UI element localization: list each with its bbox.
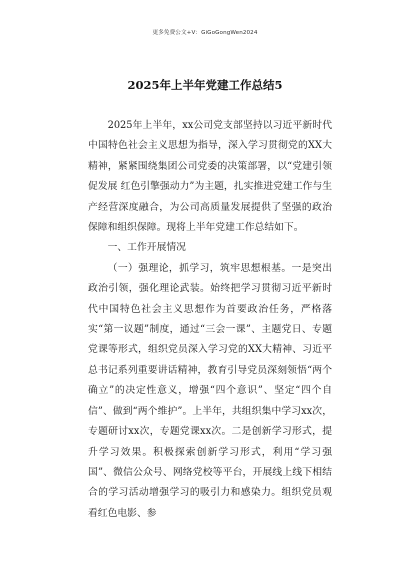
document-title: 2025年上半年党建工作总结5 — [127, 78, 283, 92]
intro-paragraph: 2025年上半年，xx公司党支部坚持以习近平新时代中国特色社会主义思想为指导，深入学习贯彻党的XX大精神，紧紧围绕集团公司党委的决策部署，以“党建引领促发展 红色引擎强动力”为主题，扎实推进党建工作与生产经营深度融合，为公司高质量发展提供了坚强的政治保障和组织保障。现将上半年党建工作总结如下。 — [88, 120, 332, 234]
body-paragraph: （一）强理论，抓学习，筑牢思想根基。一是突出政治引领，强化理论武装。始终把学习贯彻习近平新时代中国特色社会主义思想作为首要政治任务，严格落实“第一议题”制度，通过“三会一课”、主题党日、专题党课等形式，组织党员深入学习党的XX大精神、习近平总书记系列重要讲话精神，教育引导党员深刻领悟“两个确立”的决定性意义，增强“四个意识”、坚定“四个自信”、做到“两个维护”。上半年，共组织集中学习xx次，专题研讨xx次，专题党课xx次。二是创新学习形式，提升学习效果。积极探索创新学习形式，利用“学习强国”、微信公众号、网络党校等平台，开展线上线下相结合的学习活动增强学习的吸引力和感染力。组织党员观看红色电影、参 — [88, 262, 332, 519]
header-note: 更多免费公文+V：GiGoGongWen2024 — [152, 30, 258, 36]
section-heading: 一、工作开展情况 — [107, 242, 186, 254]
document-body — [88, 116, 332, 524]
